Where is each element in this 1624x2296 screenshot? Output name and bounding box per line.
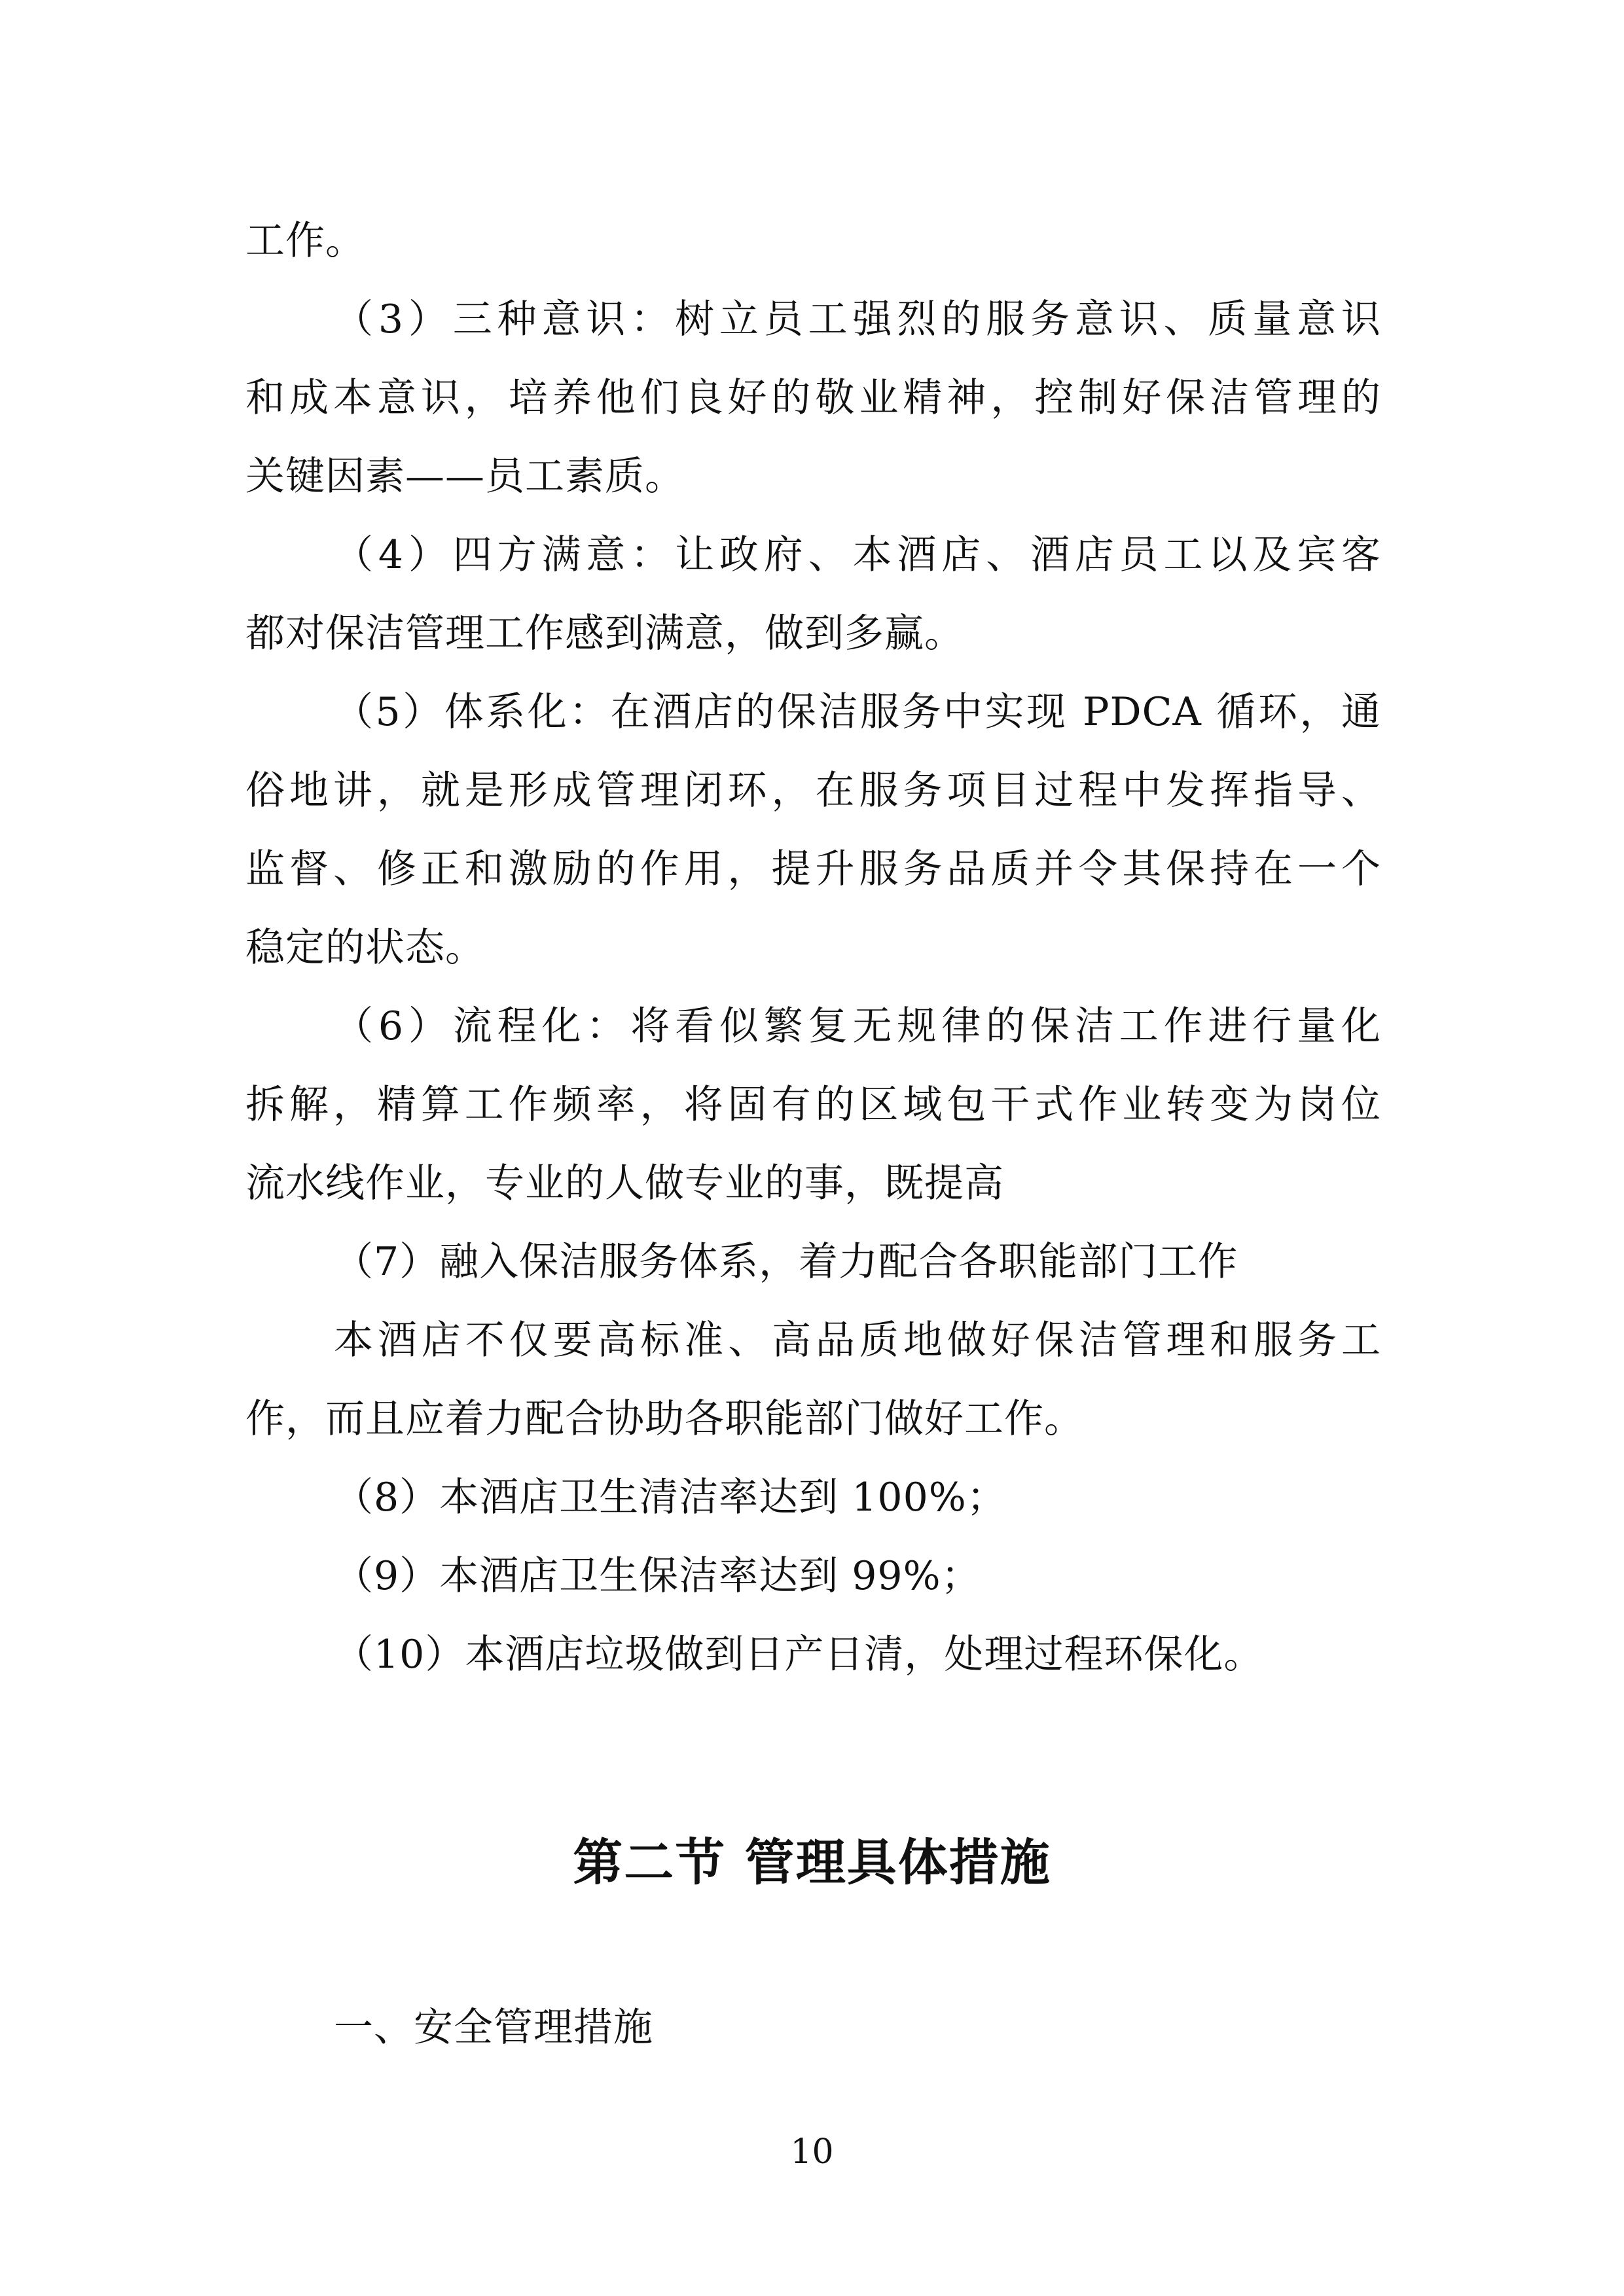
paragraph-line: 和成本意识，培养他们良好的敬业精神，控制好保洁管理的 xyxy=(245,375,1381,421)
page-number: 10 xyxy=(790,2132,834,2172)
paragraph-line: （7）融入保洁服务体系，着力配合各职能部门工作 xyxy=(334,1239,1238,1285)
paragraph-line: 流水线作业，专业的人做专业的事，既提高 xyxy=(245,1160,1004,1206)
paragraph-line: 稳定的状态。 xyxy=(245,925,485,971)
paragraph-line: （4）四方满意：让政府、本酒店、酒店员工以及宾客 xyxy=(334,532,1381,578)
paragraph-line: 本酒店不仅要高标准、高品质地做好保洁管理和服务工 xyxy=(334,1318,1381,1363)
paragraph-line: 监督、修正和激励的作用，提升服务品质并令其保持在一个 xyxy=(245,846,1381,892)
paragraph-line: （6）流程化：将看似繁复无规律的保洁工作进行量化 xyxy=(334,1003,1381,1049)
subheading: 一、安全管理措施 xyxy=(334,2005,653,2051)
paragraph-line: 工作。 xyxy=(245,218,365,264)
paragraph-line: （8）本酒店卫生清洁率达到 100%； xyxy=(334,1475,1007,1520)
section-heading: 第二节 管理具体措施 xyxy=(573,1833,1051,1892)
paragraph-line: 俗地讲，就是形成管理闭环，在服务项目过程中发挥指导、 xyxy=(245,768,1381,814)
paragraph-line: 关键因素——员工素质。 xyxy=(245,454,685,499)
paragraph-line: （3）三种意识：树立员工强烈的服务意识、质量意识 xyxy=(334,296,1381,342)
paragraph-line: 作，而且应着力配合协助各职能部门做好工作。 xyxy=(245,1396,1084,1442)
paragraph-line: 拆解，精算工作频率，将固有的区域包干式作业转变为岗位 xyxy=(245,1082,1381,1128)
paragraph-line: （5）体系化：在酒店的保洁服务中实现 PDCA 循环，通 xyxy=(334,689,1381,735)
paragraph-line: （10）本酒店垃圾做到日产日清，处理过程环保化。 xyxy=(334,1632,1264,1677)
paragraph-line: 都对保洁管理工作感到满意，做到多赢。 xyxy=(245,611,964,656)
paragraph-line: （9）本酒店卫生保洁率达到 99%； xyxy=(334,1553,981,1599)
